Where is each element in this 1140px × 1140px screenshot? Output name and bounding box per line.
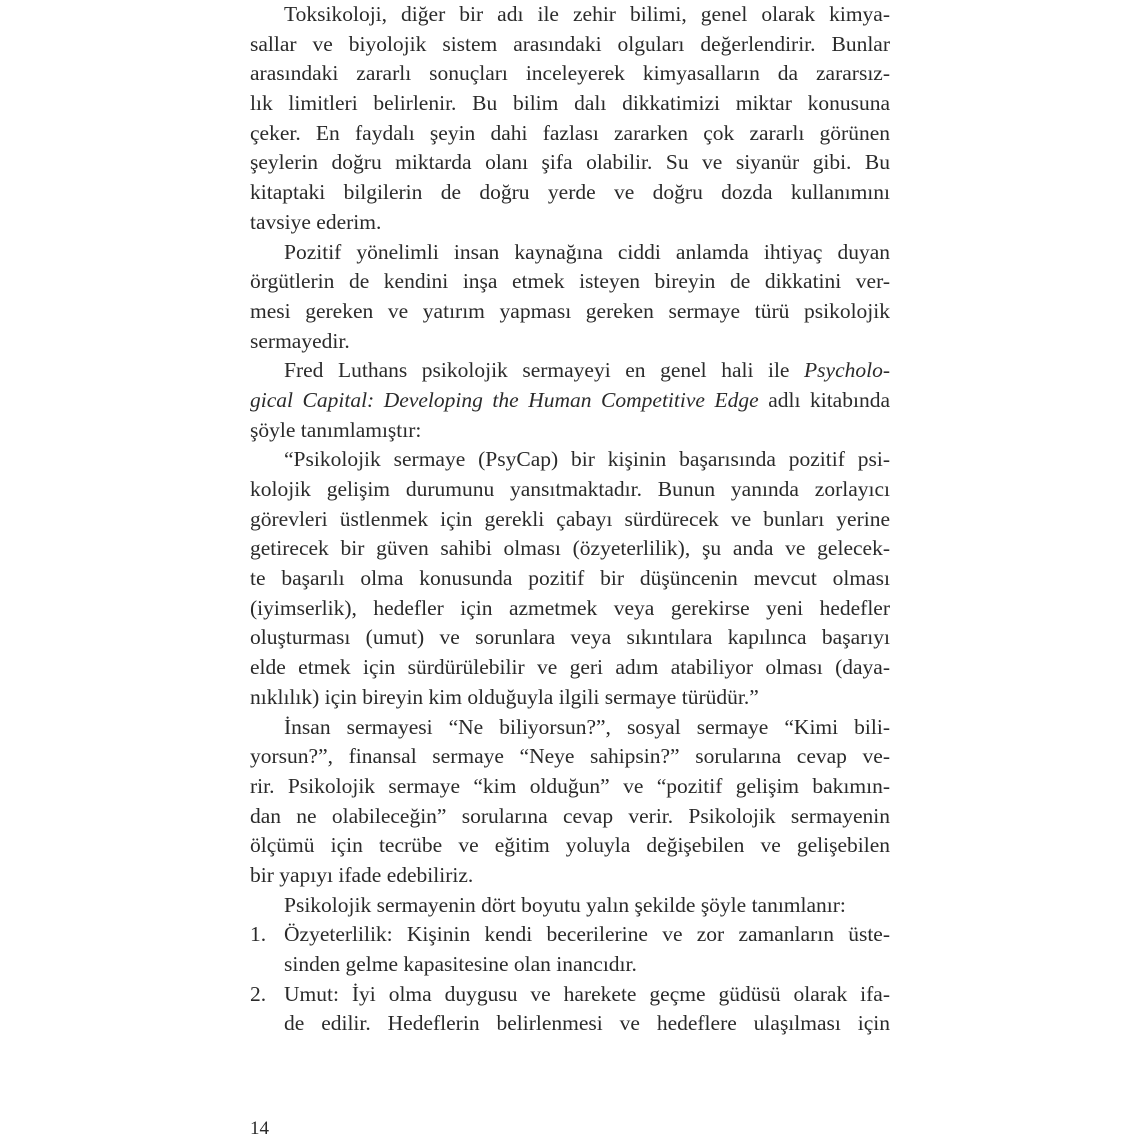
text-line: arasındaki zararlı sonuçları inceleyerek kimyasalların da zararsız- [250,61,890,86]
text-line: çeker. En faydalı şeyin dahi fazlası zararken çok zararlı görünen [250,120,890,145]
text-line: te başarılı olma konusunda pozitif bir düşüncenin mevcut olması [250,566,890,591]
text-line: Toksikoloji, diğer bir adı ile zehir bilimi, genel olarak kimya- [284,2,890,26]
text-line: elde etmek için sürdürülebilir ve geri adım atabiliyor olması (daya- [250,655,890,680]
text-line: lık limitleri belirlenir. Bu bilim dalı dikkatimizi miktar konusuna [250,91,890,116]
text-line: ölçümü için tecrübe ve eğitim yoluyla değişebilen ve gelişebilen [250,833,890,858]
text-line: Pozitif yönelimli insan kaynağına ciddi anlamda ihtiyaç duyan [284,239,890,264]
list-item [250,980,890,1039]
text-line: sinden gelme kapasitesine olan inancıdır. [284,952,637,976]
text-line: kolojik gelişim durumunu yansıtmaktadır. Bunun yanında zorlayıcı [250,477,890,501]
paragraph-positive-orientation [250,238,890,357]
text-line: İnsan sermayesi “Ne biliyorsun?”, sosyal sermaye “Kimi bili- [284,714,890,739]
text-line: görevleri üstlenmek için gerekli çabayı sürdürecek ve bunları yerine [250,506,890,531]
text-segment: Fred Luthans psikolojik sermayeyi en genel hali ile [284,358,805,383]
paragraph-psycap-quote [250,445,890,712]
text-line [250,386,890,416]
list-number: 2. [250,981,267,1006]
text-line: nıklılık) için bireyin kim olduğuyla ilgili sermaye türüdür.” [250,684,759,709]
text-line: şeylerin doğru miktarda olanı şifa olabilir. Su ve siyanür gibi. Bu [250,150,890,175]
book-title-italic: gical Capital: Developing the Human Competitive Edge [250,387,759,412]
text-line: şöyle tanımlamıştır: [250,417,422,442]
paragraph-four-dimensions [250,891,890,921]
text-line [250,356,890,386]
text-line: oluşturması (umut) ve sorunlara veya sıkıntılara kapılınca başarıyı [250,625,890,650]
book-title-italic: Psycholo- [804,358,890,383]
text-line: de edilir. Hedeflerin belirlenmesi ve hedeflere ulaşılması için [284,1011,890,1036]
text-line: getirecek bir güven sahibi olması (özyeterlilik), şu anda ve gelecek- [250,536,890,561]
paragraph-toxicology [250,0,890,238]
text-line: “Psikolojik sermaye (PsyCap) bir kişinin başarısında pozitif psi- [284,447,890,472]
text-line: Psikolojik sermayenin dört boyutu yalın şekilde şöyle tanımlanır: [284,892,846,917]
text-line: yorsun?”, finansal sermaye “Neye sahipsin?” sorularına cevap ve- [250,744,890,769]
text-line: kitaptaki bilgilerin de doğru yerde ve doğru dozda kullanımını [250,180,890,205]
text-line [250,920,890,950]
list-item [250,920,890,979]
text-line [250,980,890,1010]
paragraph-luthans [250,356,890,445]
text-line: dan ne olabileceğin” sorularına cevap verir. Psikolojik sermayenin [250,803,890,828]
text-segment: Özyeterlilik: Kişinin kendi becerilerine ve zor zamanların üste- [284,922,890,947]
list-number: 1. [250,922,267,947]
text-line: sermayedir. [250,328,350,353]
page-number: 14 [250,1118,269,1139]
text-line: sallar ve biyolojik sistem arasındaki olguları değerlendirir. Bunlar [250,31,890,56]
text-line: rir. Psikolojik sermaye “kim olduğun” ve “pozitif gelişim bakımın- [250,773,890,798]
text-segment: adlı kitabında [758,387,890,412]
text-line: tavsiye ederim. [250,209,382,234]
text-line: (iyimserlik), hedefler için azmetmek veya gerekirse yeni hedefler [250,595,890,620]
text-line: bir yapıyı ifade edebiliriz. [250,862,474,887]
text-line: örgütlerin de kendini inşa etmek isteyen bireyin de dikkatini ver- [250,269,890,294]
text-line: mesi gereken ve yatırım yapması gereken sermaye türü psikolojik [250,298,890,323]
paragraph-capital-types [250,713,890,891]
book-page-text [250,0,890,1039]
dimensions-list [250,920,890,1039]
text-segment: Umut: İyi olma duygusu ve harekete geçme güdüsü olarak ifa- [284,981,890,1006]
